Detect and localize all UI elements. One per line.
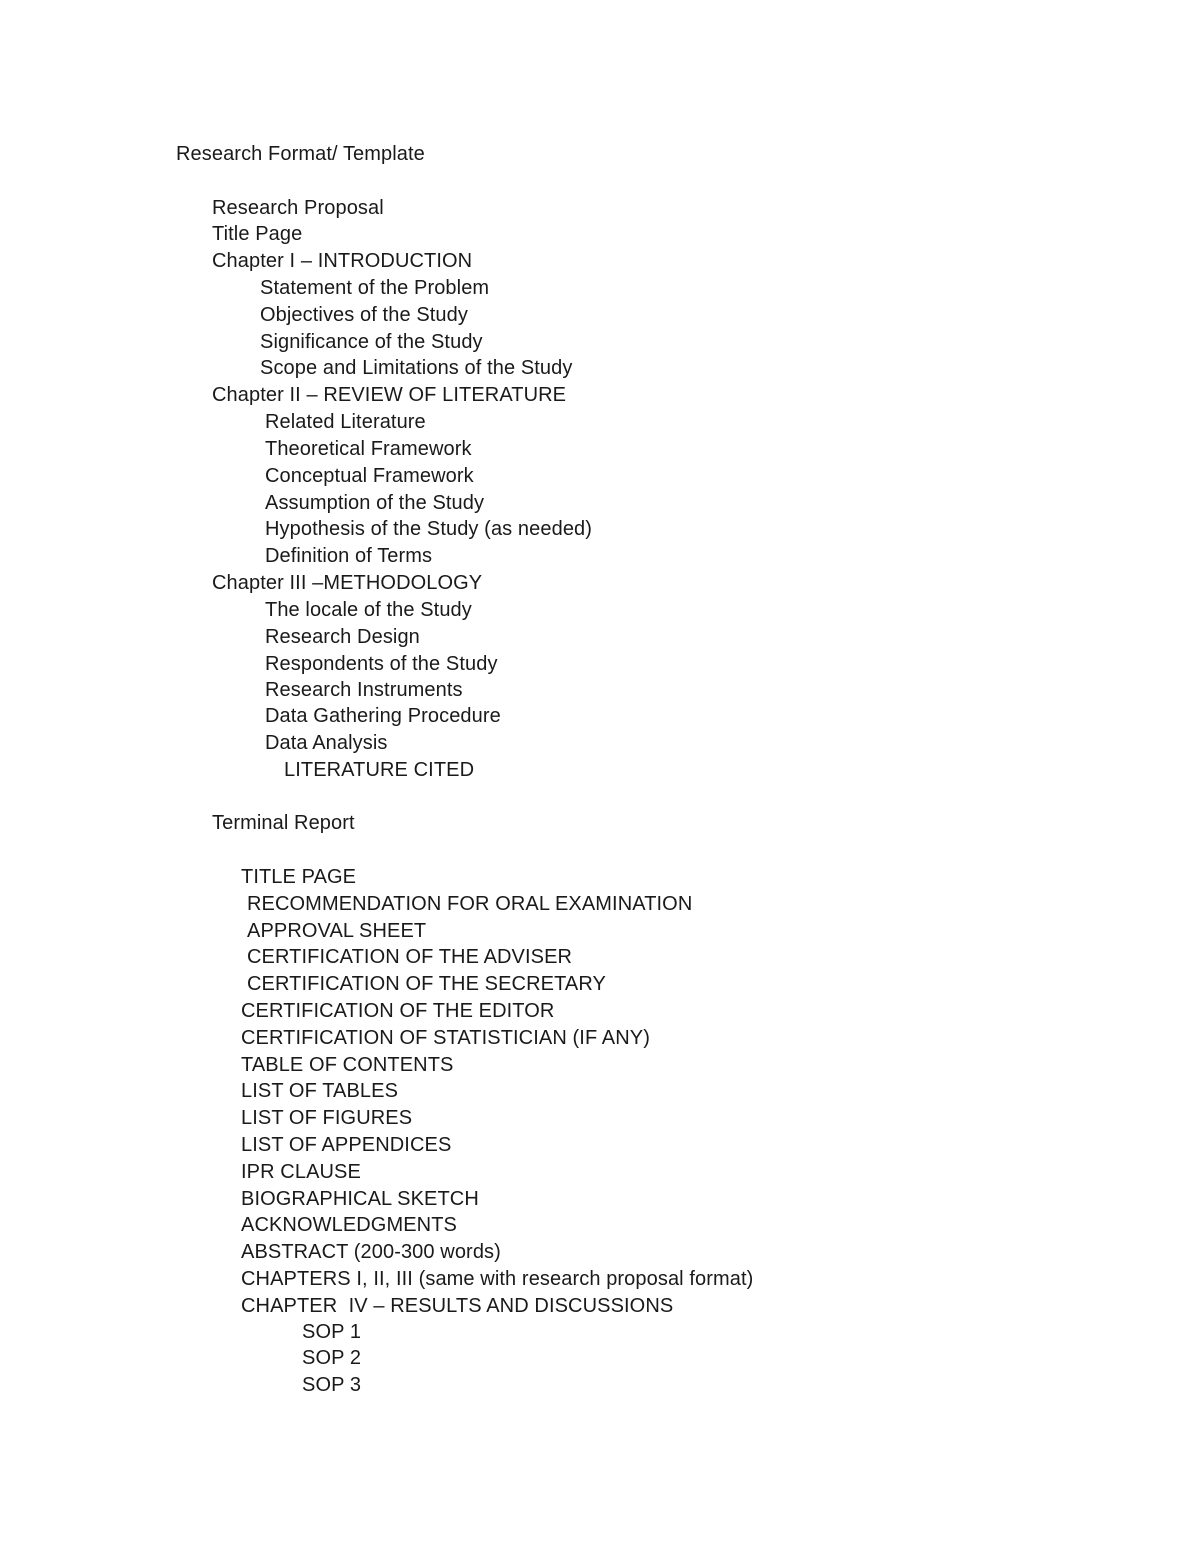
terminal-item: LIST OF FIGURES — [241, 1107, 413, 1129]
proposal-heading: Research Proposal — [212, 197, 384, 219]
terminal-item: IPR CLAUSE — [241, 1161, 361, 1183]
chapter3-item: Research Instruments — [265, 679, 463, 701]
terminal-item: CHAPTER IV – RESULTS AND DISCUSSIONS — [241, 1295, 674, 1317]
chapter1-item: Statement of the Problem — [260, 277, 490, 299]
chapter3-heading: Chapter III –METHODOLOGY — [212, 572, 483, 594]
chapter3-item: The locale of the Study — [265, 599, 472, 621]
document-title: Research Format/ Template — [176, 143, 425, 165]
sop-item: SOP 2 — [302, 1347, 362, 1369]
chapter2-item: Assumption of the Study — [265, 492, 485, 514]
terminal-item: TABLE OF CONTENTS — [241, 1054, 454, 1076]
terminal-item: ACKNOWLEDGMENTS — [241, 1214, 457, 1236]
chapter1-heading: Chapter I – INTRODUCTION — [212, 250, 473, 272]
terminal-item: RECOMMENDATION FOR ORAL EXAMINATION — [247, 893, 693, 915]
terminal-report-heading: Terminal Report — [212, 812, 355, 834]
terminal-item: CERTIFICATION OF STATISTICIAN (IF ANY) — [241, 1027, 650, 1049]
terminal-item: CERTIFICATION OF THE EDITOR — [241, 1000, 555, 1022]
literature-cited: LITERATURE CITED — [284, 759, 475, 781]
sop-item: SOP 3 — [302, 1374, 362, 1396]
chapter3-item: Data Gathering Procedure — [265, 705, 501, 727]
terminal-item: CERTIFICATION OF THE ADVISER — [247, 946, 573, 968]
sop-item: SOP 1 — [302, 1321, 362, 1343]
chapter1-item: Scope and Limitations of the Study — [260, 357, 573, 379]
chapter2-item: Related Literature — [265, 411, 426, 433]
terminal-item: CERTIFICATION OF THE SECRETARY — [247, 973, 606, 995]
chapter2-heading: Chapter II – REVIEW OF LITERATURE — [212, 384, 567, 406]
terminal-item: LIST OF APPENDICES — [241, 1134, 452, 1156]
proposal-title-page: Title Page — [212, 223, 303, 245]
terminal-item: LIST OF TABLES — [241, 1080, 399, 1102]
chapter2-item: Conceptual Framework — [265, 465, 474, 487]
chapter3-item: Research Design — [265, 626, 420, 648]
terminal-item: APPROVAL SHEET — [247, 920, 427, 942]
terminal-item: CHAPTERS I, II, III (same with research proposal format) — [241, 1268, 754, 1290]
terminal-item: TITLE PAGE — [241, 866, 357, 888]
chapter3-item: Respondents of the Study — [265, 653, 498, 675]
chapter2-item: Theoretical Framework — [265, 438, 472, 460]
terminal-item: BIOGRAPHICAL SKETCH — [241, 1188, 479, 1210]
chapter1-item: Objectives of the Study — [260, 304, 468, 326]
chapter3-item: Data Analysis — [265, 732, 388, 754]
chapter2-item: Definition of Terms — [265, 545, 433, 567]
terminal-item: ABSTRACT (200-300 words) — [241, 1241, 501, 1263]
chapter2-item: Hypothesis of the Study (as needed) — [265, 518, 593, 540]
chapter1-item: Significance of the Study — [260, 331, 483, 353]
